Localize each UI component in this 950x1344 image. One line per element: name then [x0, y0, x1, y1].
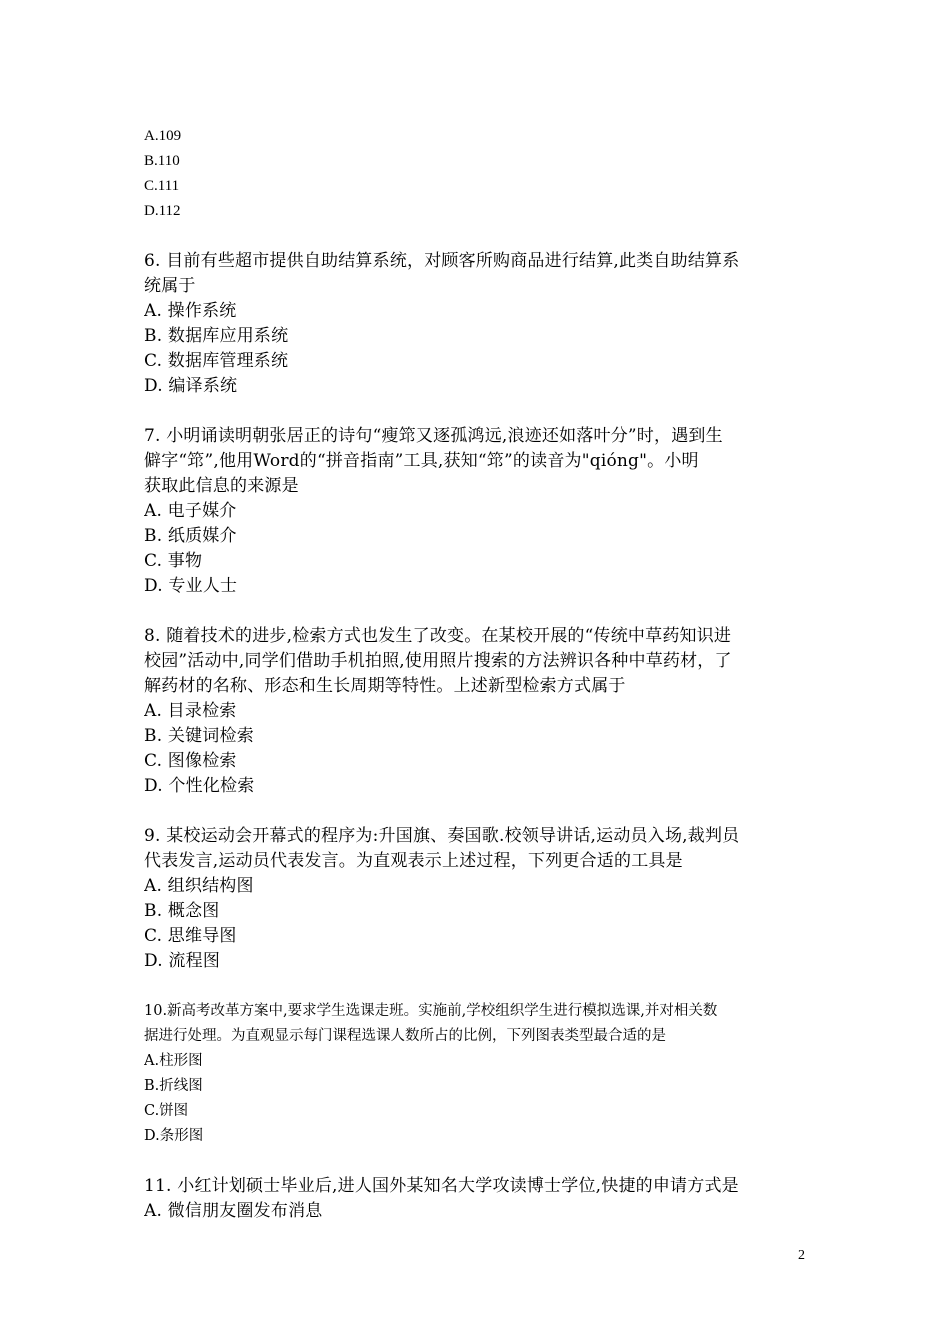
option-a: A.109	[144, 128, 182, 144]
option-b: B. 数据库应用系统	[144, 326, 289, 346]
option-a: A. 组织结构图	[144, 876, 254, 896]
option-c: C. 思维导图	[144, 926, 237, 946]
page-number: 2	[798, 1248, 805, 1263]
option-a: A. 目录检索	[144, 701, 237, 721]
question-stem-line: 6. 目前有些超市提供自助结算系统，对顾客所购商品进行结算,此类自助结算系	[144, 251, 740, 271]
option-c: C.饼图	[144, 1103, 189, 1119]
question-stem-line: 获取此信息的来源是	[144, 476, 299, 496]
option-d: D.112	[144, 203, 181, 219]
question-11	[144, 1174, 816, 1224]
question-stem-line: 校园”活动中,同学们借助手机拍照,使用照片搜索的方法辨识各种中草药材，了	[144, 651, 732, 671]
option-b: B.110	[144, 153, 180, 169]
question-6	[144, 249, 816, 399]
spacer	[144, 599, 816, 624]
question-stem-line: 8. 随着技术的进步,检索方式也发生了改变。在某校开展的“传统中草药知识进	[144, 626, 732, 646]
option-a: A. 微信朋友圈发布消息	[144, 1201, 323, 1221]
spacer	[144, 799, 816, 824]
question-10	[144, 999, 816, 1149]
option-a: A. 电子媒介	[144, 501, 237, 521]
option-d: D. 编译系统	[144, 376, 238, 396]
question-9	[144, 824, 816, 974]
question-stem-line: 统属于	[144, 276, 196, 296]
spacer	[144, 399, 816, 424]
exam-content	[144, 124, 816, 1224]
question-7	[144, 424, 816, 599]
option-c: C. 事物	[144, 551, 203, 571]
option-d: D. 个性化检索	[144, 776, 255, 796]
option-b: B. 纸质媒介	[144, 526, 237, 546]
option-d: D.条形图	[144, 1128, 204, 1144]
spacer	[144, 1149, 816, 1174]
option-b: B.折线图	[144, 1078, 203, 1094]
option-a: A. 操作系统	[144, 301, 237, 321]
question-stem-line: 7. 小明诵读明朝张居正的诗句“瘦筇又逐孤鸿远,浪迹还如落叶分”时，遇到生	[144, 426, 723, 446]
option-c: C. 图像检索	[144, 751, 237, 771]
option-c: C. 数据库管理系统	[144, 351, 289, 371]
spacer	[144, 224, 816, 249]
option-d: D. 流程图	[144, 951, 221, 971]
question-stem-line: 僻字“筇”,他用Word的“拼音指南”工具,获知“筇”的读音为"qióng"。小明	[144, 451, 699, 471]
spacer	[144, 974, 816, 999]
question-stem-line: 据进行处理。为直观显示每门课程选课人数所占的比例，下列图表类型最合适的是	[144, 1028, 666, 1044]
question-stem-line: 10.新高考改革方案中,要求学生选课走班。实施前,学校组织学生进行模拟选课,并对相关数	[144, 1003, 718, 1019]
question-stem-line: 11. 小红计划硕士毕业后,进人国外某知名大学攻读博士学位,快捷的申请方式是	[144, 1176, 739, 1196]
question-5-options	[144, 124, 816, 224]
option-c: C.111	[144, 178, 180, 194]
option-b: B. 关键词检索	[144, 726, 254, 746]
option-a: A.柱形图	[144, 1053, 203, 1069]
question-stem-line: 解药材的名称、形态和生长周期等特性。上述新型检索方式属于	[144, 676, 626, 696]
question-stem-line: 9. 某校运动会开幕式的程序为:升国旗、奏国歌.校领导讲话,运动员入场,裁判员	[144, 826, 740, 846]
question-8	[144, 624, 816, 799]
question-stem-line: 代表发言,运动员代表发言。为直观表示上述过程，下列更合适的工具是	[144, 851, 683, 871]
option-b: B. 概念图	[144, 901, 220, 921]
option-d: D. 专业人士	[144, 576, 238, 596]
